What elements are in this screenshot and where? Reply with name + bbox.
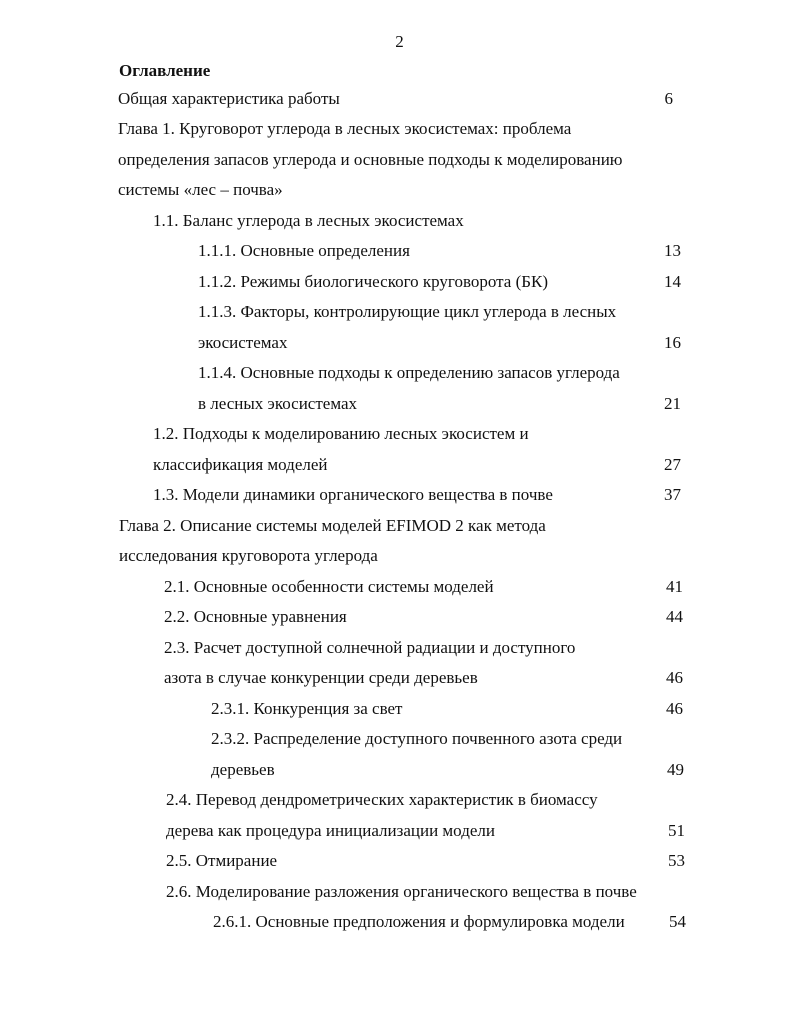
toc-entry-page: 37 — [664, 485, 681, 504]
toc-entry-page: 44 — [666, 607, 683, 626]
toc-entry-text: 2.3.2. Распределение доступного почвенного азота среди — [211, 729, 623, 748]
page-number: 2 — [395, 32, 404, 51]
toc-entry-text: определения запасов углерода и основные подходы к моделированию — [118, 150, 623, 169]
toc-entry-page: 21 — [664, 394, 681, 413]
toc-entry-text: классификация моделей — [153, 455, 328, 474]
toc-entry-text: 1.1.4. Основные подходы к определению запасов углерода — [198, 363, 620, 382]
toc-entry-page: 49 — [667, 760, 684, 779]
toc-entry-text: 2.5. Отмирание — [166, 851, 278, 870]
toc-entry-text: 2.1. Основные особенности системы моделей — [164, 577, 494, 596]
toc-entry-text: Глава 1. Круговорот углерода в лесных экосистемах: проблема — [118, 119, 572, 138]
toc-entry-text: 2.4. Перевод дендрометрических характеристик в биомассу — [166, 790, 598, 809]
toc-entry-text: 2.6. Моделирование разложения органического вещества в почве — [166, 882, 637, 901]
toc-entry-text: 2.3. Расчет доступной солнечной радиации и доступного — [164, 638, 576, 657]
toc-entry-page: 46 — [666, 699, 683, 718]
toc-entry-page: 13 — [664, 241, 681, 260]
toc-entry-text: 1.1.3. Факторы, контролирующие цикл углерода в лесных — [198, 302, 617, 321]
toc-entry-page: 51 — [668, 821, 685, 840]
toc-entry-page: 27 — [664, 455, 681, 474]
toc-entry-page: 54 — [669, 912, 686, 931]
toc-entry-text: 2.2. Основные уравнения — [164, 607, 347, 626]
toc-entry-text: исследования круговорота углерода — [119, 546, 378, 565]
toc-entry-text: Общая характеристика работы — [118, 89, 340, 108]
toc-entry-page: 46 — [666, 668, 683, 687]
toc-entry-text: в лесных экосистемах — [198, 394, 358, 413]
toc-entry-text: 1.2. Подходы к моделированию лесных экосистем и — [153, 424, 529, 443]
toc-entry-page: 53 — [668, 851, 685, 870]
toc-title: Оглавление — [119, 61, 211, 80]
toc-entry-text: дерева как процедура инициализации модели — [166, 821, 495, 840]
toc-entry-text: 2.6.1. Основные предположения и формулировка модели — [213, 912, 625, 931]
toc-entry-page: 14 — [664, 272, 681, 291]
toc-entry-page: 41 — [666, 577, 683, 596]
toc-entry-text: Глава 2. Описание системы моделей EFIMOD 2 как метода — [119, 516, 546, 535]
toc-entry-text: 2.3.1. Конкуренция за свет — [211, 699, 403, 718]
toc-entry-page: 6 — [664, 89, 673, 108]
toc-entry-text: 1.1. Баланс углерода в лесных экосистемах — [153, 211, 464, 230]
toc-entry-text: 1.1.2. Режимы биологического круговорота (БК) — [198, 272, 549, 291]
toc-entry-page: 16 — [664, 333, 681, 352]
toc-entry-text: системы «лес – почва» — [118, 180, 283, 199]
toc-entry-text: 1.3. Модели динамики органического вещества в почве — [153, 485, 553, 504]
toc-entry-text: 1.1.1. Основные определения — [198, 241, 410, 260]
toc-entry-text: экосистемах — [198, 333, 288, 352]
toc-entry-text: азота в случае конкуренции среди деревьев — [164, 668, 478, 687]
toc-entry-text: деревьев — [211, 760, 275, 779]
